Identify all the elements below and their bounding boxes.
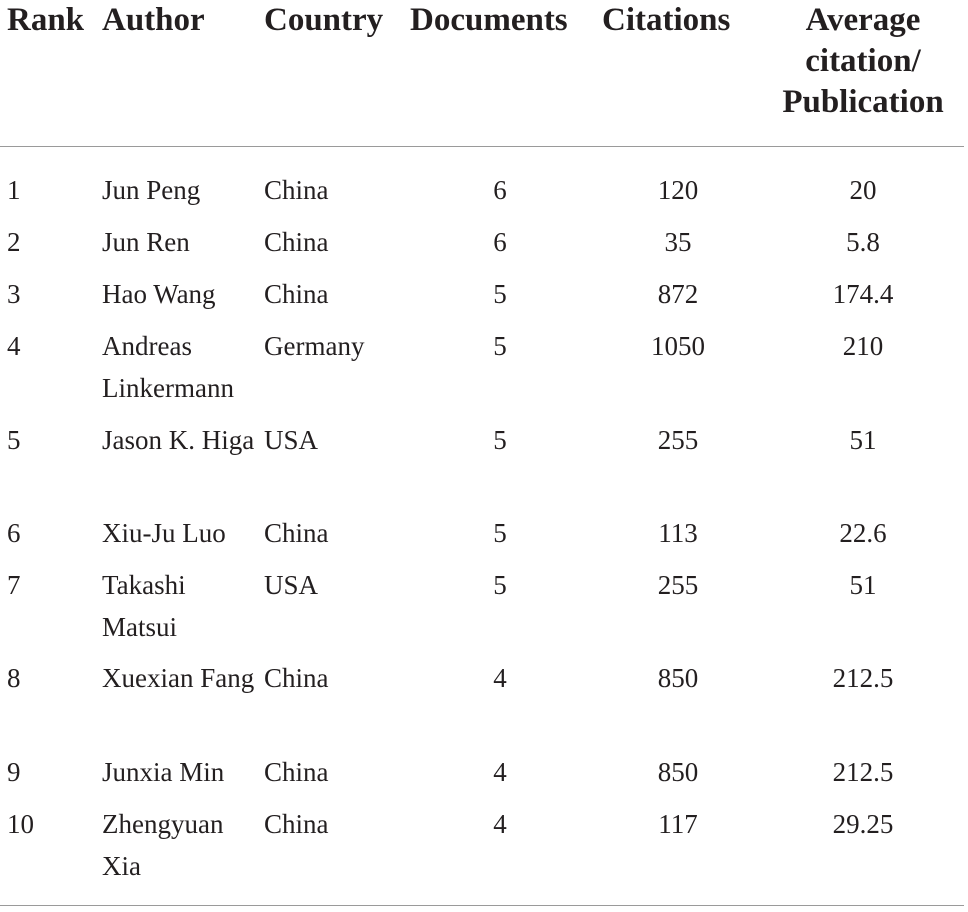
cell-rank: 2 xyxy=(7,227,21,257)
cell-country: China xyxy=(264,757,329,787)
header-country: Country xyxy=(264,2,384,38)
cell-documents: 4 xyxy=(493,663,507,693)
cell-citations: 255 xyxy=(657,425,699,455)
cell-rank: 7 xyxy=(7,570,21,600)
cell-documents: 5 xyxy=(493,518,507,548)
cell-country: China xyxy=(264,518,329,548)
cell-author: Jun Peng xyxy=(102,175,201,205)
cell-author: Jason K. Higa xyxy=(102,425,255,455)
header-average-line-2: citation/ xyxy=(805,43,921,79)
cell-rank: 3 xyxy=(7,279,21,309)
cell-author: Xiu-Ju Luo xyxy=(102,518,226,548)
cell-average: 212.5 xyxy=(832,663,894,693)
cell-author: Xuexian Fang xyxy=(102,663,255,693)
cell-rank: 1 xyxy=(7,175,21,205)
header-citations: Citations xyxy=(602,2,731,38)
cell-country: China xyxy=(264,809,329,839)
cell-rank: 4 xyxy=(7,331,21,361)
cell-documents: 4 xyxy=(493,757,507,787)
cell-documents: 4 xyxy=(493,809,507,839)
cell-country: USA xyxy=(264,570,319,600)
table-bottom-rule xyxy=(0,905,964,906)
cell-documents: 5 xyxy=(493,570,507,600)
cell-rank: 9 xyxy=(7,757,21,787)
cell-rank: 6 xyxy=(7,518,21,548)
cell-citations: 850 xyxy=(657,757,699,787)
cell-author: Takashi Matsui xyxy=(102,570,186,642)
cell-rank: 5 xyxy=(7,425,21,455)
cell-country: China xyxy=(264,175,329,205)
cell-author: Jun Ren xyxy=(102,227,190,257)
cell-citations: 35 xyxy=(664,227,692,257)
cell-average: 29.25 xyxy=(832,809,894,839)
cell-average: 210 xyxy=(842,331,884,361)
cell-country: China xyxy=(264,227,329,257)
cell-documents: 5 xyxy=(493,425,507,455)
cell-rank: 10 xyxy=(7,809,34,839)
cell-average: 174.4 xyxy=(832,279,894,309)
cell-rank: 8 xyxy=(7,663,21,693)
cell-average: 20 xyxy=(849,175,877,205)
cell-author: Junxia Min xyxy=(102,757,225,787)
cell-citations: 113 xyxy=(658,518,698,548)
header-documents: Documents xyxy=(410,2,568,38)
header-author: Author xyxy=(102,2,205,38)
cell-citations: 850 xyxy=(657,663,699,693)
cell-documents: 5 xyxy=(493,331,507,361)
cell-average: 5.8 xyxy=(846,227,880,257)
header-rank: Rank xyxy=(7,2,85,38)
cell-average: 212.5 xyxy=(832,757,894,787)
cell-country: China xyxy=(264,663,329,693)
cell-citations: 872 xyxy=(657,279,699,309)
cell-citations: 255 xyxy=(657,570,699,600)
cell-author: Andreas Linkermann xyxy=(102,331,234,403)
table-header-row xyxy=(0,0,964,146)
header-average-line-3: Publication xyxy=(782,84,944,120)
cell-author: Hao Wang xyxy=(102,279,216,309)
cell-documents: 6 xyxy=(493,227,507,257)
cell-citations: 117 xyxy=(658,809,698,839)
cell-country: China xyxy=(264,279,329,309)
cell-documents: 6 xyxy=(493,175,507,205)
cell-average: 51 xyxy=(849,570,877,600)
cell-country: Germany xyxy=(264,331,365,361)
cell-author: Zhengyuan Xia xyxy=(102,809,224,881)
header-average-citation xyxy=(770,0,956,123)
cell-documents: 5 xyxy=(493,279,507,309)
cell-citations: 1050 xyxy=(651,331,705,361)
header-divider xyxy=(0,146,964,147)
header-average-line-1: Average xyxy=(805,2,921,38)
cell-average: 51 xyxy=(849,425,877,455)
cell-average: 22.6 xyxy=(839,518,887,548)
cell-citations: 120 xyxy=(657,175,699,205)
cell-country: USA xyxy=(264,425,319,455)
